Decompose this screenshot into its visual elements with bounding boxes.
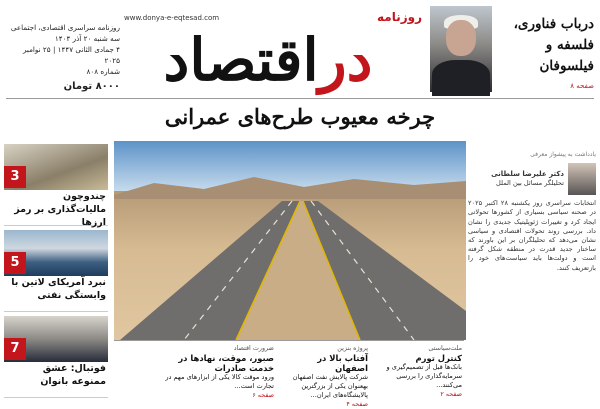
sidebar-caption: چندوچون مالیات‌گذاری بر رمز ارزها	[14, 191, 106, 228]
masthead	[118, 8, 424, 94]
sidebar-caption: فوتبال: عشق ممنوعه بانوان	[40, 363, 106, 387]
meta-date-alt: ۴ جمادی الثانی ۱۴۴۷ | ۲۵ نوامبر ۲۰۲۵	[22, 45, 120, 65]
story-title: صبور، موقت، نهادها در خدمت صادرات	[178, 353, 274, 373]
sidebar	[4, 140, 108, 398]
bottom-story-2[interactable]	[282, 344, 368, 408]
bottom-story-3[interactable]	[164, 344, 274, 399]
lead-photo-highway[interactable]	[114, 141, 466, 340]
author-photo	[568, 163, 596, 195]
page-number-badge: 5	[4, 252, 26, 274]
feature-page-ref: صفحه ۸	[570, 82, 594, 90]
meta-line: روزنامه سراسری اقتصادی، اجتماعی	[10, 23, 120, 32]
story-body: بانک‌ها قبل از تصمیم‌گیری و سرمایه‌گذاری را بررسی می‌کنند...	[386, 363, 462, 389]
story-page-ref: صفحه ۲	[440, 390, 462, 398]
logo-tagline: روزنامه	[377, 10, 422, 24]
author-name: دکتر علیرضا سلطانی	[491, 170, 564, 179]
logo-prefix: در	[318, 26, 373, 94]
story-kicker: پروژه‌ بنزین	[337, 344, 368, 352]
story-title: کنترل تورم	[415, 353, 462, 363]
story-body: شرکت پالایش نفت اصفهان بهعنوان یکی از بزرگترین پالایشگاه‌های ایران...	[292, 373, 368, 399]
meta-price: ۸۰۰۰ تومان	[63, 81, 120, 92]
sidebar-item-taxes[interactable]	[4, 140, 108, 226]
feature-portrait	[430, 6, 492, 92]
column-kicker: یادداشت به پیشواز معرفی	[530, 151, 596, 158]
feature-title[interactable]: درباب فناوری، فلسفه و فیلسوفان	[513, 16, 594, 74]
page-number-badge: 7	[4, 338, 26, 360]
main-headline[interactable]: چرخه معیوب طرح‌های عمرانی	[164, 104, 436, 129]
logo-rest: اقتصاد	[163, 26, 319, 94]
column-body: انتخابات سراسری روز یکشنبه ۲۸ اکتبر ۲۰۲۵ در صحنه سیاسی بسیاری از کشورها تحولاتی ایجاد کرد و تغییرات ژئوپلیتیک جدیدی را نشان داد. بررسی روند تحولات اقتصادی و سیاسی نشان می‌دهد که تحلیلگران بر این باورند که ساختار جدید قدرت در منطقه شکل گرفته است و دولت‌ها باید سیاست‌های خود را بازتعریف کنند.	[468, 199, 596, 272]
story-kicker: ملت‌سیاستی	[428, 344, 462, 352]
bottom-story-1[interactable]	[376, 344, 462, 396]
meta-issue: شماره ۸۰۸	[86, 67, 120, 76]
page-number-badge: 3	[4, 166, 26, 188]
logo[interactable]	[118, 26, 418, 94]
logo-url: www.donya-e-eqtesad.com	[124, 14, 220, 22]
meta-date: سه شنبه ۲۰ آذر ۱۴۰۴	[54, 34, 120, 43]
divider	[6, 98, 594, 99]
divider	[114, 340, 464, 341]
story-body: ورود موقت کالا یکی از ابزارهای مهم در تجارت است...	[165, 373, 274, 390]
opinion-column[interactable]	[468, 150, 596, 273]
sidebar-caption: نبرد آمریکای لاتین با وابستگی نفتی	[11, 277, 106, 301]
issue-meta	[8, 22, 120, 92]
story-page-ref: صفحه ۴	[346, 400, 368, 408]
sidebar-item-football[interactable]	[4, 312, 108, 398]
story-page-ref: صفحه ۶	[252, 391, 274, 399]
feature-block[interactable]	[428, 0, 600, 98]
story-kicker: ضرورت اقتصاد	[233, 344, 274, 352]
story-title: آفتاب بالا در اصفهان	[317, 353, 368, 373]
author-role: تحلیلگر مسائل بین الملل	[496, 179, 564, 188]
column-author	[468, 163, 596, 195]
sidebar-item-oil[interactable]	[4, 226, 108, 312]
